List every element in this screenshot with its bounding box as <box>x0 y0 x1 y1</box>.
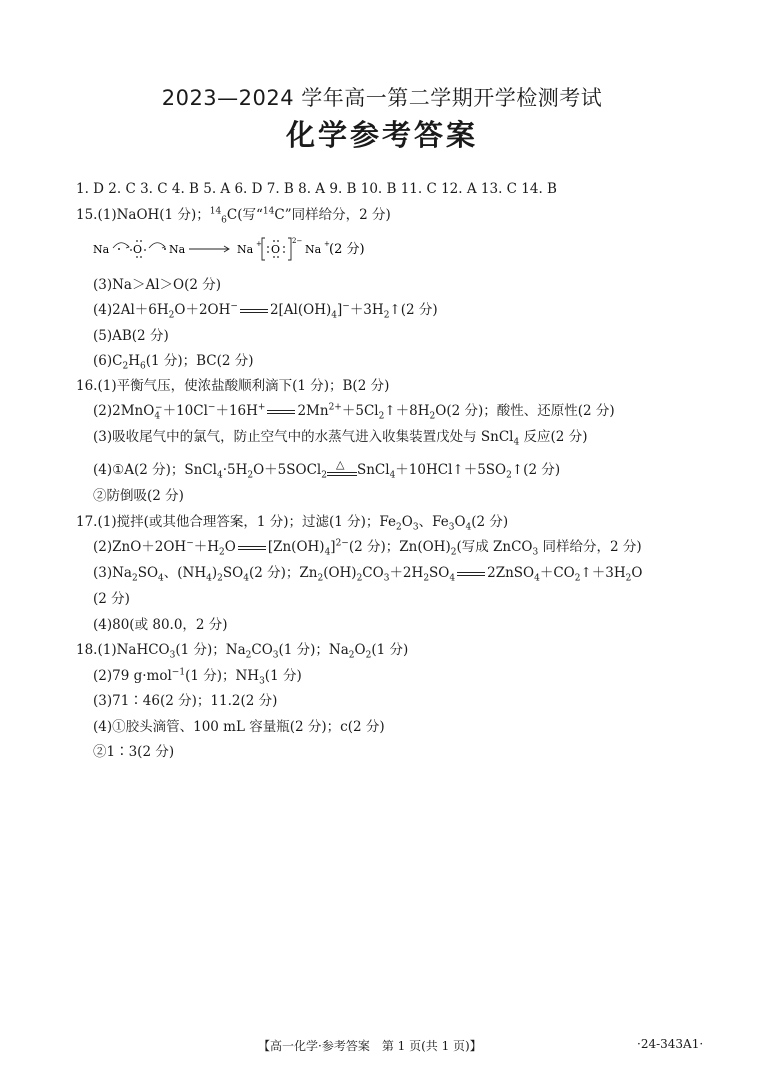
q18-line4: (4)①胶头滴管、100 mL 容量瓶(2 分)；c(2 分) <box>93 719 385 735</box>
footer-code: ·24-343A1· <box>637 1037 704 1051</box>
svg-text:2−: 2− <box>292 237 303 245</box>
q18-line5: ②1∶3(2 分) <box>93 744 175 760</box>
q18-line3: (3)71∶46(2 分)；11.2(2 分) <box>93 693 278 709</box>
ionic-bond-formation-diagram <box>93 236 385 262</box>
q16-line1: 16.(1)平衡气压，使浓盐酸顺利滴下(1 分)；B(2 分) <box>76 378 390 394</box>
q16-line2: (2)2MnO$_4$−＋10Cl−＋16H+ $2Mn^{2+}+5Cl_2↑+8H_2O(2$ 分)；酸性、还原性(2 分) <box>93 402 615 422</box>
sodium-ion-left: Na <box>237 243 254 256</box>
q16-line3: (3)吸收尾气中的氯气，防止空气中的水蒸气进入收集装置戊处与 SnCl$_4$ 反应(2 分) <box>93 429 588 448</box>
sodium-atom-left: Na <box>93 243 110 256</box>
svg-text:+: + <box>256 240 262 248</box>
q15-line1: 15.(1)NaOH(1 分)；$^{14}_6$C(写“$^{14}$C”同样给分，2 分) <box>76 206 391 226</box>
q17-line3-continued: (2 分) <box>93 591 130 607</box>
electron-transfer-arrow-left <box>113 243 129 248</box>
q18-line2: (2)79 g·mol$^{-1}$(1 分)；$NH_3(1$ 分) <box>93 667 302 687</box>
q15-line5: (5)AB(2 分) <box>93 328 169 344</box>
q15-line2-electron-formula <box>93 236 385 262</box>
heating-equals-sign: △ <box>327 464 357 478</box>
q15-2-score: (2 分) <box>329 242 365 257</box>
oxide-ion: O <box>271 243 281 256</box>
q16-line4: (4)①A(2 分)；$SnCl_4\cdot 5H_2O+5SOCl_2$ △ $SnCl_4+10HCl↑+5SO_2↑(2$ 分) <box>93 457 561 481</box>
q17-line1: 17.(1)搅拌(或其他合理答案，1 分)；过滤(1 分)；$Fe_2O_3$、$Fe_3O_4(2$ 分) <box>76 514 509 533</box>
oxygen-atom: O <box>133 243 143 256</box>
svg-text:+: + <box>324 240 330 248</box>
exam-title: 2023—2024 学年高一第二学期开学检测考试 <box>161 86 603 110</box>
sodium-atom-right: Na <box>169 243 186 256</box>
q17-line2: $(2)ZnO+2OH^-+H_2O$ $[Zn(OH)_4]^{2-}(2$ 分)；$Zn(OH)_2$(写成 ZnCO$_3$ 同样给分，2 分) <box>93 538 642 558</box>
electron-transfer-arrow-right <box>149 243 165 248</box>
q15-line3: (3)Na＞Al＞O(2 分) <box>93 277 222 293</box>
footer-page-info: 【高一化学·参考答案 第 1 页(共 1 页)】 <box>258 1039 482 1053</box>
q17-line4: (4)80(或 80.0，2 分) <box>93 617 228 633</box>
q15-line4: $(4)2Al+6H_2O+2OH^-$ $2[Al(OH)_4]^-+3H_2↑(2$ 分) <box>93 301 438 321</box>
sodium-ion-right: Na <box>305 243 322 256</box>
q16-line5: ②防倒吸(2 分) <box>93 488 184 504</box>
answer-key-title: 化学参考答案 <box>285 118 478 152</box>
q15-line6: $(6)C_2H_6(1$ 分)；BC(2 分) <box>93 353 254 372</box>
q18-line1: 18.(1)NaHCO$_3$(1 分)；$Na_2CO_3(1$ 分)；$Na_2O_2(1$ 分) <box>76 642 409 661</box>
q17-line3: $(3)Na_2SO_4$、$(NH_4)_2SO_4(2$ 分)；$Zn_2(OH)_2CO_3+2H_2SO_4$ $2ZnSO_4+CO_2↑+3H_2O$ <box>93 565 643 584</box>
choice-answers: 1. D 2. C 3. C 4. B 5. A 6. D 7. B 8. A 9. B 10. B 11. C 12. A 13. C 14. B <box>76 181 557 197</box>
